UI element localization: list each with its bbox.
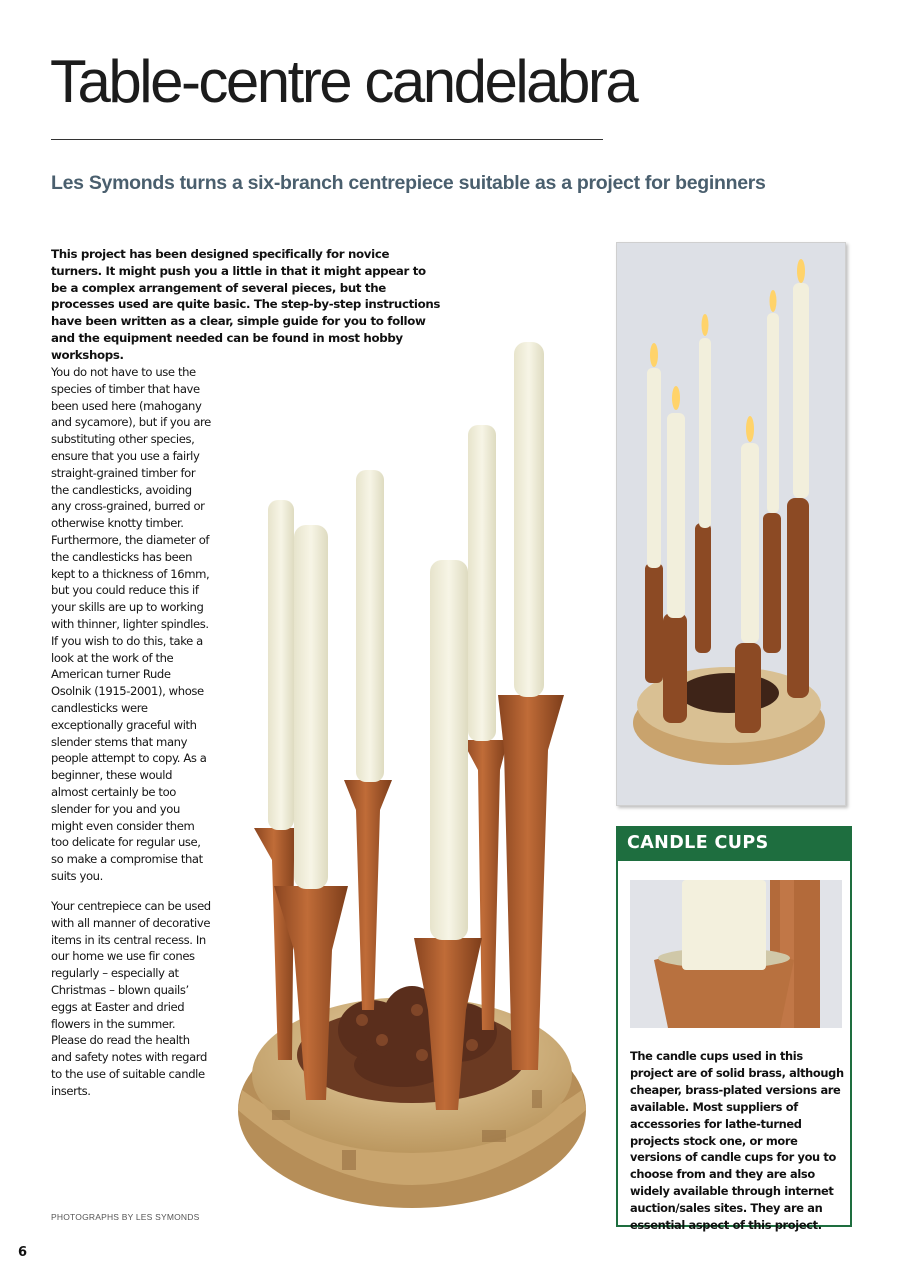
body-paragraph: Your centrepiece can be used with all manner of decorative items in its central recess. In our home we use fir cones regularly – especially at Christmas – blown quails’ eggs at Easter and dried flowers in the summer. Please do read the health and safety notes with regard to the use of suitable candle inserts. <box>51 899 211 1098</box>
candle-cups-box <box>616 826 852 1233</box>
title-rule <box>51 139 603 140</box>
candelabra-photo <box>222 330 602 1220</box>
box-text: The candle cups used in this project are of solid brass, although cheaper, brass-plated versions are available. Most suppliers of accessories for lathe-turned projects stock one, or more versions of candle cups for you to choose from and they are also widely available through internet auction/sales sites. They are an essential aspect of this project. <box>630 1049 844 1233</box>
article-title: Table-centre candelabra <box>50 48 637 115</box>
lit-candelabra-photo <box>616 242 846 806</box>
article-subtitle: Les Symonds turns a six-branch centrepiece suitable as a project for beginners <box>51 172 766 194</box>
candle-cup-photo <box>630 880 842 1028</box>
page-number: 6 <box>18 1245 28 1260</box>
intro-paragraph: This project has been designed specifically for novice turners. It might push you a little in that it might appear to be a complex arrangement of several pieces, but the processes used are quite basic. The step-by-step instructions have been written as a clear, simple guide for you to follow and the equipment needed can be found in most hobby workshops. <box>51 247 441 362</box>
body-paragraph: You do not have to use the species of timber that have been used here (mahogany and sycamore), but if you are substituting other species, ensure that you use a fairly straight-grained timber for the candlesticks, avoiding any cross-grained, burred or otherwise knotty timber. Furthermore, the diameter of the candlesticks has been kept to a thickness of 16mm, but you could reduce this if your skills are up to working with thinner, lighter spindles. If you wish to do this, take a look at the work of the American turner Rude Osolnik (1915-2001), whose candlesticks were exceptionally graceful with slender stems that many people attempt to copy. As a beginner, these would almost certainly be too slender for you and you might even consider them too delicate for regular use, so make a compromise that suits you. <box>51 365 211 883</box>
photo-credit: PHOTOGRAPHS BY LES SYMONDS <box>51 1212 200 1222</box>
box-title: CANDLE CUPS <box>627 833 769 853</box>
box-header <box>618 828 850 861</box>
